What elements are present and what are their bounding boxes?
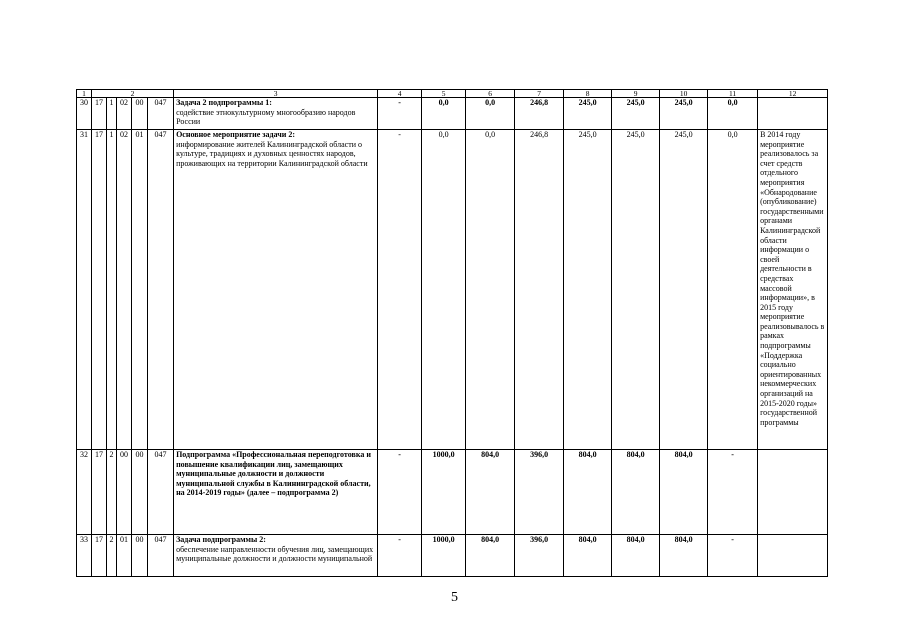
header-col-5: 5 [422,90,466,98]
code-cell: 047 [148,130,174,450]
code-cell: 17 [92,535,107,577]
budget-table-page [76,89,827,577]
code-cell: 047 [148,98,174,130]
header-col-3: 3 [174,90,378,98]
table-row [77,98,828,130]
item-description [174,535,378,577]
item-body: обеспечение направленности обучения лиц, замещающих муниципальные должности и должности муниципальной [176,544,374,564]
value-col-7: 396,0 [515,535,564,577]
code-cell: 17 [92,450,107,535]
page-number: 5 [451,590,458,605]
value-col-5: 1000,0 [422,535,466,577]
code-cell: 047 [148,535,174,577]
header-col-9: 9 [612,90,660,98]
value-col-4: - [378,98,422,130]
value-col-6: 804,0 [466,450,515,535]
code-cell: 02 [117,130,132,450]
item-body: информирование жителей Калининградской области о культуре, традициях и духовных ценностях народов, проживающих на территории Калининградской области [176,139,368,168]
row-number: 30 [77,98,92,130]
value-col-6: 804,0 [466,535,515,577]
value-col-8: 804,0 [564,450,612,535]
item-description [174,450,378,535]
remark-cell [758,450,828,535]
table-row [77,535,828,577]
item-description [174,98,378,130]
code-cell: 00 [132,98,148,130]
row-number: 32 [77,450,92,535]
value-col-7: 246,8 [515,130,564,450]
value-col-8: 804,0 [564,535,612,577]
header-col-6: 6 [466,90,515,98]
code-cell: 00 [132,535,148,577]
item-title: Задача 2 подпрограммы 1: [176,98,272,107]
value-col-9: 245,0 [612,98,660,130]
value-col-9: 245,0 [612,130,660,450]
item-description [174,130,378,450]
value-col-10: 245,0 [660,98,708,130]
item-title: Основное мероприятие задачи 2: [176,130,295,139]
item-title: Подпрограмма «Профессиональная переподготовка и повышение квалификации лиц, замещающих муниципальные должности и должности муниципальной службы в Калининградской области, на 2014-2019 годы» (далее – подпрограмма 2) [176,450,371,498]
value-col-5: 1000,0 [422,450,466,535]
value-col-6: 0,0 [466,98,515,130]
code-cell: 00 [132,450,148,535]
value-col-9: 804,0 [612,450,660,535]
column-number-header-row [77,90,828,98]
value-col-8: 245,0 [564,130,612,450]
header-col-7: 7 [515,90,564,98]
value-col-5: 0,0 [422,98,466,130]
header-col-10: 10 [660,90,708,98]
value-col-8: 245,0 [564,98,612,130]
header-col-2: 2 [92,90,174,98]
code-cell: 17 [92,98,107,130]
header-col-4: 4 [378,90,422,98]
value-col-11: 0,0 [708,130,758,450]
header-col-11: 11 [708,90,758,98]
value-col-9: 804,0 [612,535,660,577]
value-col-4: - [378,450,422,535]
remark-cell [758,535,828,577]
code-cell: 2 [107,535,117,577]
code-cell: 17 [92,130,107,450]
value-col-10: 804,0 [660,535,708,577]
row-number: 33 [77,535,92,577]
value-col-4: - [378,535,422,577]
budget-table [76,89,828,577]
code-cell: 2 [107,450,117,535]
header-col-1: 1 [77,90,92,98]
value-col-11: - [708,535,758,577]
value-col-7: 396,0 [515,450,564,535]
row-number: 31 [77,130,92,450]
value-col-10: 245,0 [660,130,708,450]
value-col-6: 0,0 [466,130,515,450]
code-cell: 02 [117,98,132,130]
remark-cell: В 2014 году мероприятие реализовалось за счет средств отдельного мероприятия «Обнародование (опубликование) государственными органами Калининградской области информации о своей деятельности в средствах массовой информации», в 2015 году мероприятие реализовывалось в рамках подпрограммы «Поддержка социально ориентированных некоммерческих организаций на 2015-2020 годы» государственной программы [758,130,828,450]
item-body: содействие этнокультурному многообразию народов России [176,107,356,127]
remark-cell [758,98,828,130]
value-col-4: - [378,130,422,450]
table-row [77,130,828,450]
value-col-11: 0,0 [708,98,758,130]
table-row [77,450,828,535]
value-col-5: 0,0 [422,130,466,450]
value-col-10: 804,0 [660,450,708,535]
value-col-7: 246,8 [515,98,564,130]
code-cell: 1 [107,130,117,450]
code-cell: 01 [117,535,132,577]
header-col-12: 12 [758,90,828,98]
code-cell: 047 [148,450,174,535]
code-cell: 1 [107,98,117,130]
code-cell: 01 [132,130,148,450]
code-cell: 00 [117,450,132,535]
item-title: Задача подпрограммы 2: [176,535,266,544]
value-col-11: - [708,450,758,535]
header-col-8: 8 [564,90,612,98]
